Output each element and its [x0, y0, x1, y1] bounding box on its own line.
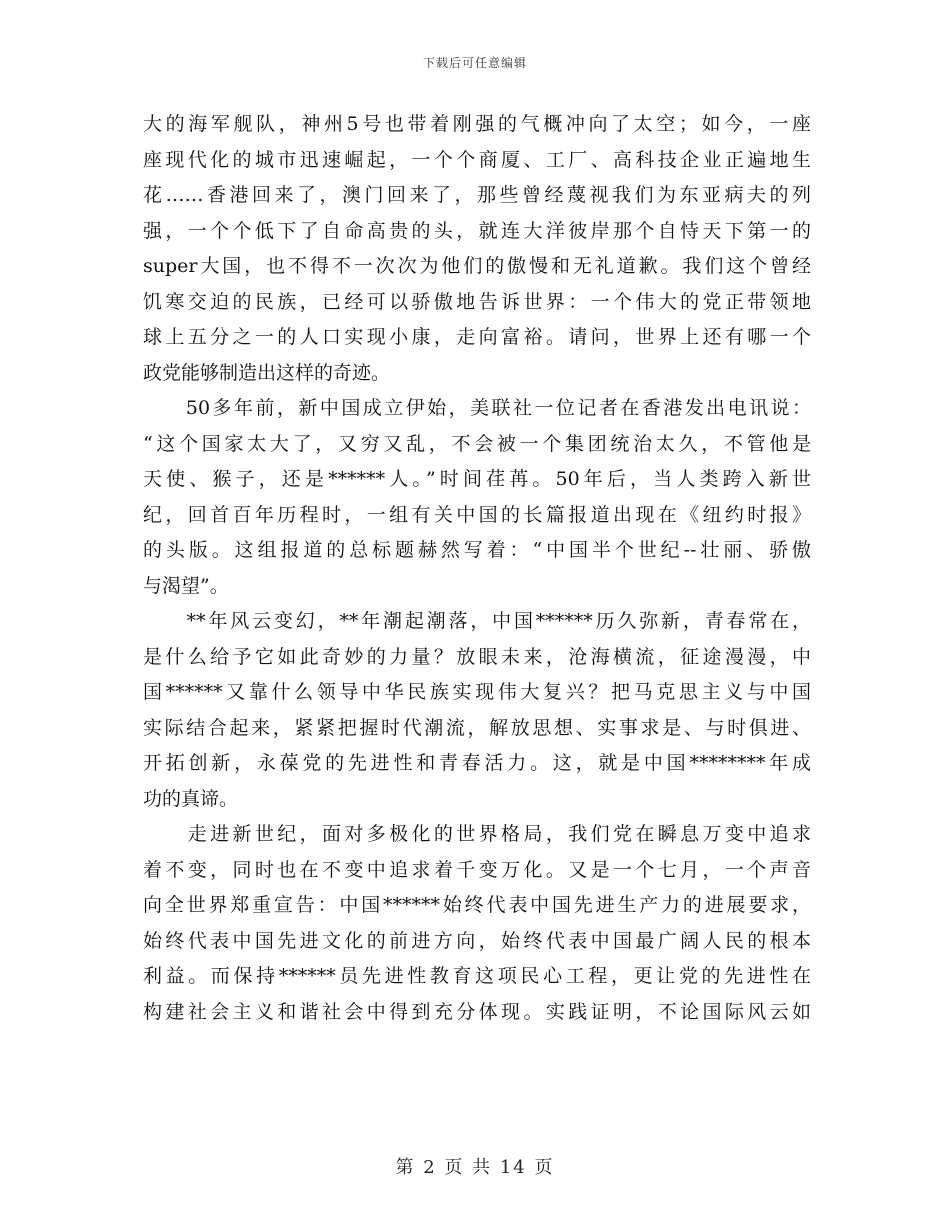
text-line: 始终代表中国先进文化的前进方向，始终代表中国最广阔人民的根本	[143, 929, 811, 952]
text-line: 利益。而保持******员先进性教育这项民心工程，更让党的先进性在	[143, 965, 811, 987]
text-line: 向全世界郑重宣告：中国******始终代表中国先进生产力的进展要求，	[143, 894, 811, 916]
text-line: 政党能够制造出这样的奇迹。	[143, 361, 391, 384]
text-line: 纪，回首百年历程时，一组有关中国的长篇报道出现在《纽约时报》	[143, 503, 811, 526]
text-line: 着不变，同时也在不变中追求着千变万化。又是一个七月，一个声音	[143, 858, 811, 881]
text-line: 花……香港回来了，澳门回来了，那些曾经蔑视我们为东亚病夫的列	[143, 184, 811, 206]
text-line: **年风云变幻，**年潮起潮落，中国******历久弥新，青春常在，	[143, 610, 811, 632]
text-line: 与渴望”。	[143, 574, 229, 597]
text-line: 大的海军舰队，神州5号也带着刚强的气概冲向了太空；如今，一座	[143, 113, 811, 135]
text-line: super大国，也不得不一次次为他们的傲慢和无礼道歉。我们这个曾经	[143, 255, 811, 277]
page-header: 下载后可任意编辑	[422, 56, 527, 70]
text-line: 球上五分之一的人口实现小康，走向富裕。请问，世界上还有哪一个	[143, 326, 811, 348]
text-line: 国******又靠什么领导中华民族实现伟大复兴？把马克思主义与中国	[143, 681, 811, 703]
document-body	[143, 107, 811, 1030]
text-line: 座现代化的城市迅速崛起，一个个商厦、工厂、高科技企业正遍地生	[143, 148, 811, 171]
text-line: 饥寒交迫的民族，已经可以骄傲地告诉世界：一个伟大的党正带领地	[143, 290, 811, 313]
text-line: 构建社会主义和谐社会中得到充分体现。实践证明，不论国际风云如	[143, 1000, 811, 1023]
text-line: 强，一个个低下了自命高贵的头，就连大洋彼岸那个自恃天下第一的	[143, 219, 811, 242]
text-line: 走进新世纪，面对多极化的世界格局，我们党在瞬息万变中追求	[143, 823, 811, 845]
text-line: “这个国家太大了，又穷又乱，不会被一个集团统治太久，不管他是	[143, 432, 811, 455]
text-line: 开拓创新，永葆党的先进性和青春活力。这，就是中国********年成	[143, 752, 811, 774]
text-line: 实际结合起来，紧紧把握时代潮流，解放思想、实事求是、与时俱进、	[143, 716, 811, 739]
text-line: 功的真谛。	[143, 787, 239, 810]
text-line: 天使、猴子，还是******人。”时间荏苒。50年后，当人类跨入新世	[143, 468, 811, 490]
text-line: 50多年前，新中国成立伊始，美联社一位记者在香港发出电讯说：	[143, 397, 811, 419]
text-line: 的头版。这组报道的总标题赫然写着：“中国半个世纪--壮丽、骄傲	[143, 539, 811, 561]
text-line: 是什么给予它如此奇妙的力量？放眼未来，沧海横流，征途漫漫，中	[143, 645, 811, 668]
page-number-footer: 第 2 页 共 14 页	[395, 1157, 555, 1178]
